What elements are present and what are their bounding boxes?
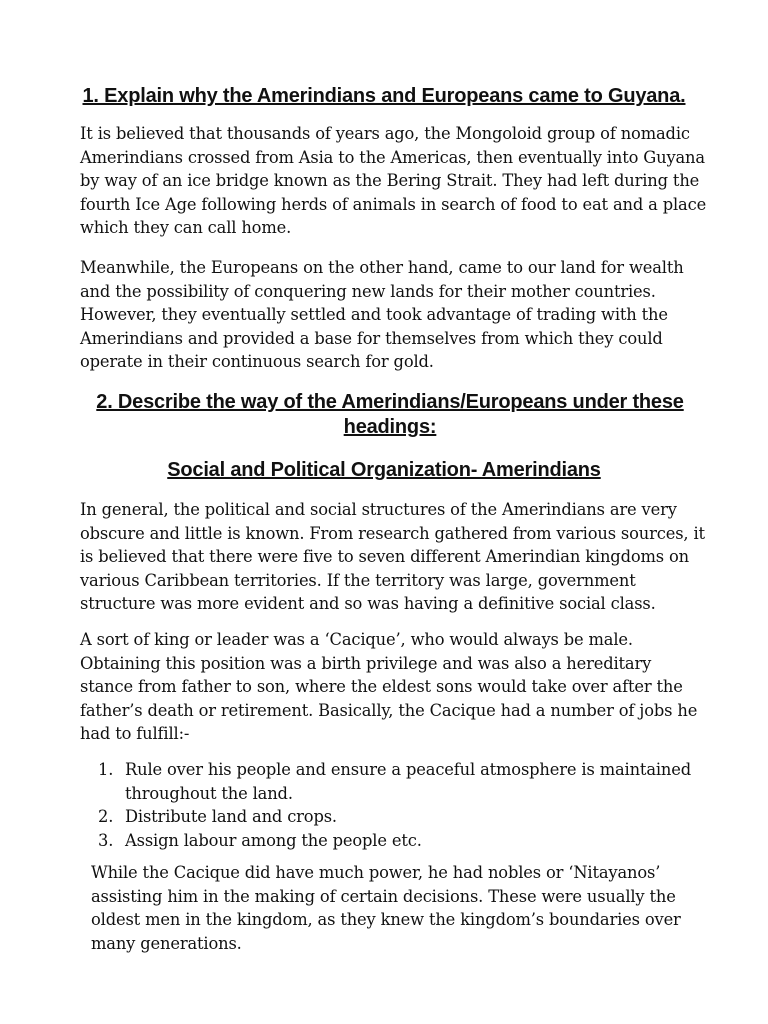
list-number: 2. — [98, 807, 114, 826]
list-item — [98, 758, 718, 805]
list-number: 1. — [98, 760, 114, 779]
paragraph-cacique: A sort of king or leader was a ‘Cacique’, who would always be male. Obtaining this position was a birth privilege and was also a hereditary stance from father to son, where the eldest sons would take over after the father’s death or retirement. Basically, the Cacique had a number of jobs he had to fulfill:- — [80, 630, 698, 743]
list-item — [98, 805, 718, 829]
cacique-jobs-list — [98, 758, 718, 852]
heading-question-1: 1. Explain why the Amerindians and Europeans came to Guyana. — [82, 85, 686, 107]
list-item-text: Assign labour among the people etc. — [125, 830, 422, 850]
paragraph-european-arrival: Meanwhile, the Europeans on the other hand, came to our land for wealth and the possibility of conquering new lands for their mother countries. However, they eventually settled and took advantage of trading with the Amerindians and provided a base for themselves from which they could operate in their continuous search for gold. — [80, 258, 684, 371]
paragraph-nitayanos: While the Cacique did have much power, he had nobles or ‘Nitayanos’ assisting him in the making of certain decisions. These were usually the oldest men in the kingdom, as they knew the kingdom’s boundaries over many generations. — [91, 863, 681, 953]
paragraph-political-structures: In general, the political and social structures of the Amerindians are very obscure and little is known. From research gathered from various sources, it is believed that there were five to seven different Amerindian kingdoms on various Caribbean territories. If the territory was large, government structure was more evident and so was having a definitive social class. — [80, 500, 705, 613]
list-item-text: Distribute land and crops. — [125, 807, 337, 826]
list-item — [98, 829, 718, 853]
list-number: 3. — [98, 830, 114, 850]
paragraph-amerindian-arrival: It is believed that thousands of years ago, the Mongoloid group of nomadic Amerindians crossed from Asia to the Americas, then eventually into Guyana by way of an ice bridge known as the Bering Strait. They had left during the fourth Ice Age following herds of animals in search of food to eat and a place which they can call home. — [80, 124, 707, 237]
heading-social-political-organization: Social and Political Organization- Amerindians — [167, 459, 601, 481]
heading-question-2: 2. Describe the way of the Amerindians/Europeans under these headings: — [96, 391, 684, 438]
list-item-text: Rule over his people and ensure a peaceful atmosphere is maintained throughout the land. — [125, 760, 692, 803]
